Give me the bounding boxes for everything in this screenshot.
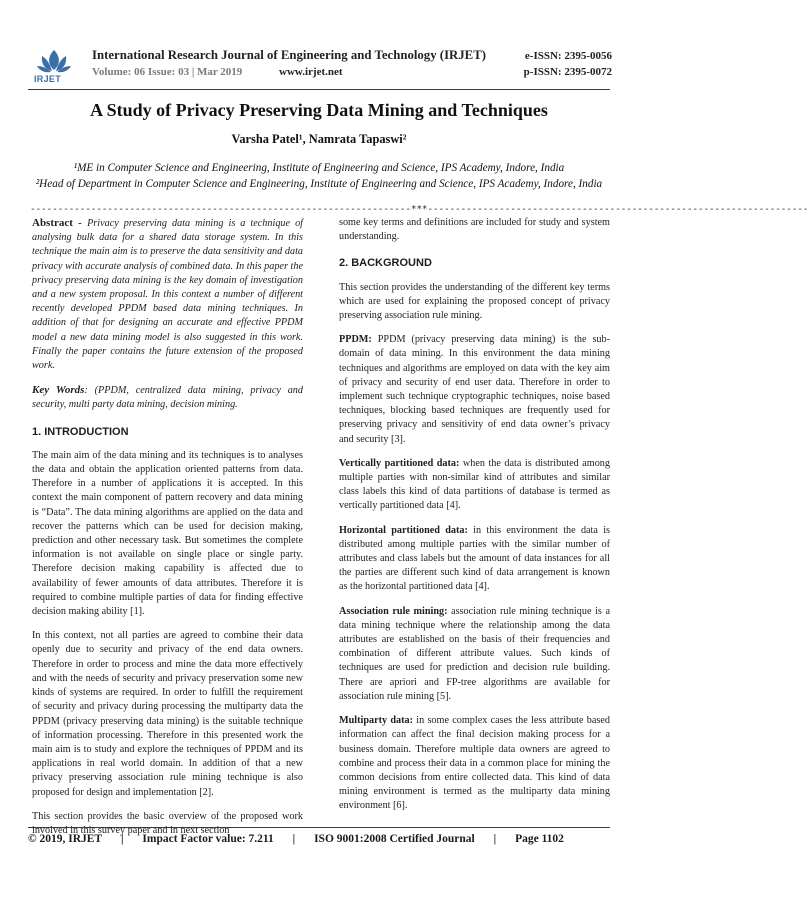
vertical-partition-text: when the data is distributed among multiple parties with non-similar kind of attributes and similar class labels this kind of data partitions of database is termed as vertically partitioned data [4]. (339, 457, 610, 512)
footer-separator: | (493, 833, 497, 845)
ppdm-text: PPDM (privacy preserving data mining) is the sub-domain of data mining. In this environment the data mining techniques and algorithms are employed on data with the key aim of privacy and security of end user data. Therefore in order to implement such technique cryptographic techniques, noise based techniques, blocking based techniques are frequently used for preserving privacy and sensitivity of end data owner’s privacy and security [3]. (339, 334, 610, 445)
section-heading-introduction: 1. INTRODUCTION (32, 425, 129, 438)
ppdm-paragraph (339, 333, 610, 447)
association-rule-text: association rule mining technique is a data mining technique where the relationship among the data attributes are established on the basis of their frequencies and combination of different attribute values. Such kinds of techniques are used for prediction and decision rule building. There are apriori and FP-tree algorithms are available for association rule mining [5]. (339, 605, 610, 702)
affiliation-1: ¹ME in Computer Science and Engineering, Institute of Engineering and Science, IPS Academy, Indore, India (73, 162, 565, 174)
section-heading-background: 2. BACKGROUND (339, 257, 432, 270)
background-paragraph: This section provides the understanding of the different key terms which are used for explaining the proposed concept of privacy preserving association rule mining. (339, 281, 610, 322)
journal-title: International Research Journal of Engineering and Technology (IRJET) (92, 48, 487, 62)
multiparty-paragraph (339, 714, 610, 813)
multiparty-text: in some complex cases the less attribute based information can affect the final decision making process for a business domain. Therefore multiple data owners are agreed to combine and process their data in a common place for mining the common decisions from entire collected data. This kind of data mining environment is termed as the multiparty data mining environment [6]. (339, 715, 610, 812)
journal-header (28, 44, 612, 88)
section-divider: ---------------------------------------------------------------------***--------------------------------------------------------------------- (30, 204, 808, 215)
page-footer (28, 833, 610, 845)
footer-impact-factor: Impact Factor value: 7.211 (142, 833, 274, 845)
keywords-text: : (PPDM, centralized data mining, privacy and security, multi party data mining, decision mining. (32, 385, 303, 411)
keywords-label: Key Words (32, 384, 85, 397)
vertical-partition-label: Vertically partitioned data: (339, 457, 463, 469)
left-column (32, 216, 303, 848)
association-rule-paragraph (339, 605, 610, 704)
e-issn: e-ISSN: 2395-0056 (524, 50, 612, 62)
vertical-partition-paragraph (339, 457, 610, 514)
horizontal-partition-text: in this environment the data is distributed among multiple parties with the similar number of attributes and class labels but the amount of data instances for all the parties are different such kind of data arrangement is known as the horizontal partitioned data [4]. (339, 524, 610, 593)
right-column (339, 216, 610, 824)
abstract-label: Abstract - (32, 217, 88, 229)
association-rule-label: Association rule mining: (339, 605, 452, 617)
intro-paragraph-2: In this context, not all parties are agreed to combine their data openly due to security and privacy of the end data owners. Therefore in order to process and mine the data more effectively and with the needs of security and privacy preservation some new kinds of systems are required. In order to fulfill the requirement of security and privacy during processing the multiparty data the PPDM (privacy preserving data mining) is the suitable technique of information processing. Therefore in this presented work the main aim is to study and explore the techniques of PPDM and its applications in real world domain. In addition of that a new privacy preserving association rule mining technique is also proposed for design and implementation [2]. (32, 630, 303, 798)
volume-issue: Volume: 06 Issue: 03 | Mar 2019 (92, 66, 243, 78)
horizontal-partition-label: Horizontal partitioned data: (339, 524, 474, 536)
paper-authors: Varsha Patel¹, Namrata Tapaswi² (231, 132, 407, 146)
logo-text: IRJET (34, 74, 62, 84)
intro-paragraph-1: The main aim of the data mining and its techniques is to analyses the data and obtain the application oriented patterns from data. Therefore in a number of applications it is accepted. In this context the main component of pattern recovery and data mining is “Data”. The data mining algorithms are applied on the data and recover the patterns which can be used for decision making, prediction and other necessary task. But sometimes the complete information is not available on single place or single party. Therefore decision making capability is affected due to availability of fewer amounts of data attributes. Therefore it is required to combine multiple parties of data for finding effective decision making ability [1]. (32, 449, 303, 618)
continued-paragraph: some key terms and definitions are included for study and system understanding. (339, 217, 610, 243)
footer-rule (28, 827, 610, 828)
abstract-paragraph (32, 216, 303, 373)
footer-iso: ISO 9001:2008 Certified Journal (314, 833, 475, 845)
affiliation-2: ²Head of Department in Computer Science and Engineering, Institute of Engineering and Science, IPS Academy, Indore, India (35, 178, 603, 190)
multiparty-label: Multiparty data: (339, 715, 417, 727)
journal-website: www.irjet.net (279, 66, 343, 78)
paper-title: A Study of Privacy Preserving Data Mining and Techniques (90, 100, 548, 120)
ppdm-label: PPDM: (339, 334, 378, 346)
footer-separator: | (292, 833, 296, 845)
footer-copyright: © 2019, IRJET (28, 833, 103, 845)
footer-separator: | (120, 833, 124, 845)
intro-paragraph-3: This section provides the basic overview of the proposed work involved in this survey paper and in next section (32, 810, 303, 836)
header-rule (28, 89, 610, 90)
keywords-paragraph (32, 383, 303, 412)
p-issn: p-ISSN: 2395-0072 (523, 66, 612, 78)
abstract-text: Privacy preserving data mining is a technique of analysing bulk data for a shared data storage system. In this technique the main aim is to preserve the data sensitivity and data privacy with accurate analysis of combined data. In this paper the privacy preserving data mining is the key domain of investigation and a new system proposal. In this context a number of different recently developed PPDM based data mining techniques. In addition of that for designing an accurate and effective PPDM model a new data mining model is also suggested in this work. Finally the paper contains the future extension of the proposed work. (32, 218, 303, 372)
footer-page-number: Page 1102 (515, 833, 564, 845)
horizontal-partition-paragraph (339, 524, 610, 595)
